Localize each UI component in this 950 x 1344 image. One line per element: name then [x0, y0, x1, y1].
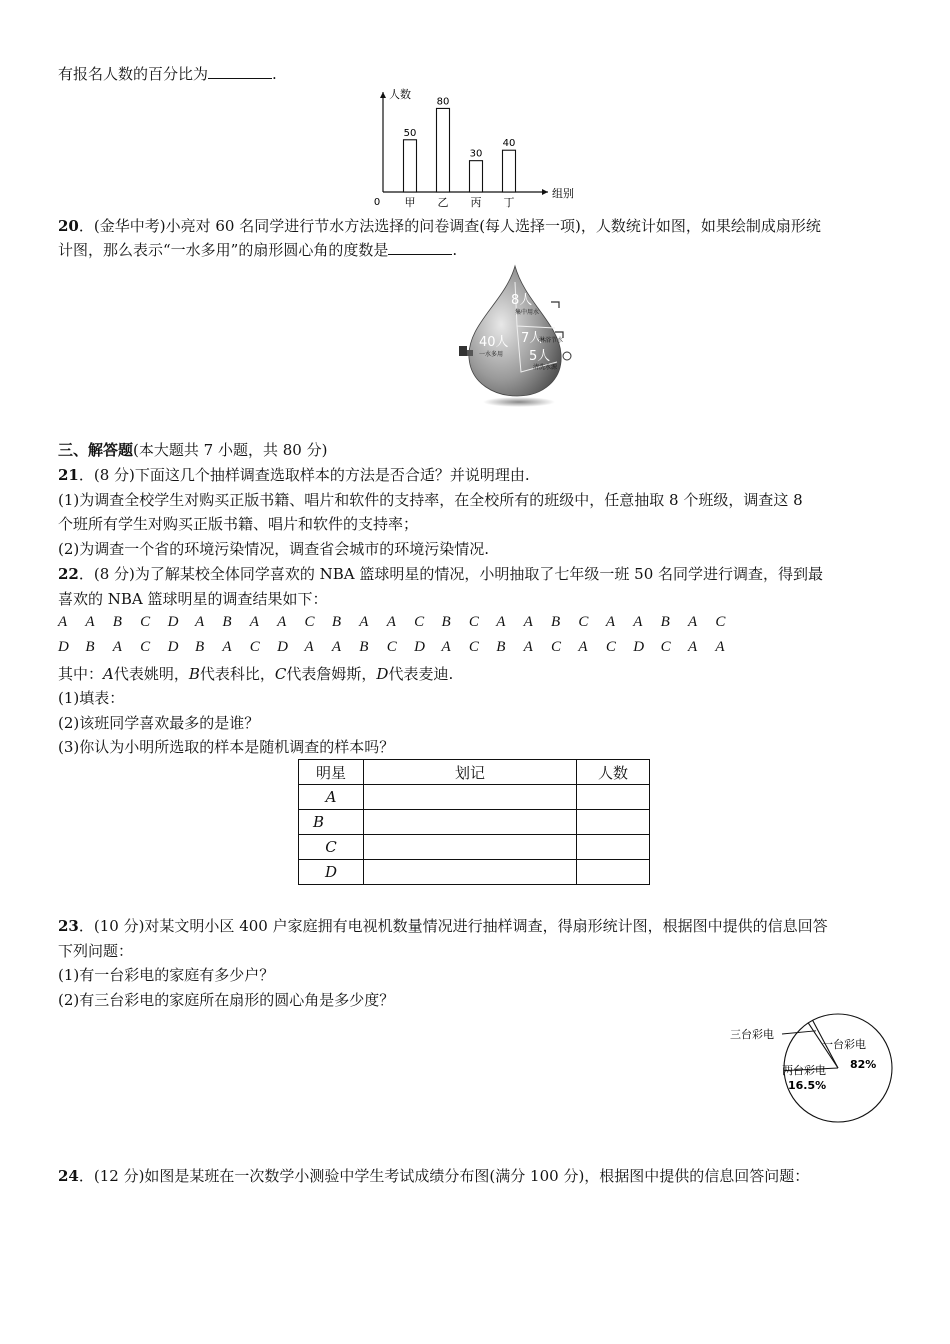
drop-shadow [483, 397, 555, 407]
sequence-letter: C [551, 639, 562, 655]
q21-part1a: (1)为调查全校学生对购买正版书籍、唱片和软件的支持率，在全校所有的班级中，任意抽取 8 个班级，调查这 8 [58, 491, 803, 509]
sequence-letter: B [660, 614, 670, 630]
bar [437, 108, 450, 192]
q23-sub1: (1)有一台彩电的家庭有多少户？ [58, 966, 275, 984]
sequence-letter: C [140, 639, 151, 655]
sequence-letter: C [660, 639, 671, 655]
q21-part1b: 个班所有学生对购买正版书籍、唱片和软件的支持率； [58, 515, 419, 533]
q20-line1: 20．(金华中考)小亮对 60 名同学进行节水方法选择的问卷调查(每人选择一项)，人数统计如图，如果绘制成扇形统 [58, 217, 821, 235]
row-label: C [299, 835, 364, 860]
sequence-letter: C [386, 639, 397, 655]
sequence-letter: C [715, 614, 726, 630]
drop-label-40: 40人 [479, 335, 509, 350]
sequence-letter: B [194, 639, 205, 655]
category-label: 丙 [470, 196, 482, 209]
q22-stem2: 喜欢的 NBA 篮球明星的调查结果如下： [58, 590, 328, 608]
category-label: 乙 [437, 196, 449, 209]
sequence-letter: C [468, 614, 479, 630]
sequence-letter: A [386, 614, 396, 630]
sequence-letter: C [468, 639, 479, 655]
q21-part2: (2)为调查一个省的环境污染情况，调查省会城市的环境污染情况. [58, 540, 490, 558]
water-drop-figure [455, 262, 585, 412]
q19-tail: 有报名人数的百分比为 . [58, 65, 277, 83]
x-axis-arrow [542, 189, 548, 195]
sequence-letter: A [578, 639, 588, 655]
sequence-letter: B [331, 614, 342, 630]
pie-label-three-tv: 三台彩电 [730, 1028, 774, 1041]
q22-sequence-row1 [58, 614, 743, 631]
q22-legend: 其中：A代表姚明，B代表科比，C代表詹姆斯，D代表麦迪. [58, 665, 454, 683]
tally-cell[interactable] [364, 860, 577, 885]
answer-blank [208, 64, 272, 79]
sequence-letter: C [414, 614, 425, 630]
q23-stem: 23．(10 分)对某文明小区 400 户家庭拥有电视机数量情况进行抽样调查，得扇形统计图，根据图中提供的信息回答 [58, 917, 828, 935]
sequence-letter: A [496, 614, 506, 630]
sequence-letter: A [359, 614, 369, 630]
sequence-letter: A [523, 639, 533, 655]
sequence-letter: C [605, 639, 616, 655]
sequence-letter: D [167, 614, 179, 630]
q24-stem: 24．(12 分)如图是某班在一次数学小测验中学生考试成绩分布图(满分 100 分)，根据图中提供的信息回答问题： [58, 1167, 810, 1185]
sequence-letter: D [58, 639, 69, 655]
sequence-letter: C [140, 614, 151, 630]
q22-sequence-row2 [58, 639, 743, 656]
count-cell[interactable] [577, 810, 650, 835]
x-axis-label: 组别 [552, 187, 574, 200]
sequence-letter: A [112, 639, 122, 655]
sequence-letter: C [578, 614, 589, 630]
sequence-letter: C [249, 639, 260, 655]
table-row [299, 835, 650, 860]
pie-value-two-tv: 16.5% [788, 1079, 827, 1092]
drop-label-jizhong: 集中用水 [515, 309, 540, 316]
header-star: 明星 [299, 760, 364, 785]
q20-line2: 计图，那么表示“一水多用”的扇形圆心角的度数是 . [58, 241, 458, 259]
sequence-letter: D [167, 639, 179, 655]
table-row [299, 785, 650, 810]
pie-label-one-tv: 一台彩电 [822, 1038, 866, 1051]
sequence-letter: A [687, 639, 698, 655]
header-count: 人数 [577, 760, 650, 785]
drop-label-qingxi: 清洗水源 [533, 364, 558, 371]
sequence-letter: C [304, 614, 315, 630]
tally-cell[interactable] [364, 835, 577, 860]
sequence-letter: A [304, 639, 314, 655]
drop-label-linyu: 淋浴节水 [539, 337, 564, 344]
header-tally: 划记 [364, 760, 577, 785]
sequence-letter: A [194, 614, 205, 630]
sequence-letter: A [605, 614, 615, 630]
count-cell[interactable] [577, 785, 650, 810]
category-label: 丁 [503, 196, 515, 209]
bar-value-label: 80 [436, 96, 450, 108]
sequence-letter: B [441, 614, 451, 630]
bar-chart [360, 84, 590, 212]
table-header-row [299, 760, 650, 785]
sequence-letter: B [359, 639, 369, 655]
sequence-letter: A [222, 639, 232, 655]
tally-cell[interactable] [364, 810, 577, 835]
row-label: A [299, 785, 364, 810]
row-label: D [299, 860, 364, 885]
drop-label-5: 5人 [529, 349, 551, 364]
q22-sub3: (3)你认为小明所选取的样本是随机调查的样本吗？ [58, 738, 395, 756]
pie-label-two-tv: 两台彩电 [782, 1064, 826, 1077]
table-row [299, 810, 650, 835]
sequence-letter: D [414, 639, 425, 655]
q23-sub2: (2)有三台彩电的家庭所在扇形的圆心角是多少度？ [58, 991, 395, 1009]
bar [503, 150, 516, 192]
category-label: 甲 [404, 196, 416, 209]
bar-value-label: 40 [502, 138, 516, 150]
tally-cell[interactable] [364, 785, 577, 810]
q22-stem: 22．(8 分)为了解某校全体同学喜欢的 NBA 篮球明星的情况，小明抽取了七年级一班 50 名同学进行调查，得到最 [58, 565, 824, 583]
bar-value-label: 50 [403, 127, 417, 139]
tally-table [298, 759, 650, 885]
drop-label-8: 8人 [511, 293, 533, 308]
sequence-letter: B [85, 639, 95, 655]
count-cell[interactable] [577, 835, 650, 860]
bar-value-label: 30 [469, 148, 483, 160]
sequence-letter: A [715, 639, 725, 655]
bar [404, 140, 417, 192]
sequence-letter: D [633, 639, 645, 655]
table-row [299, 860, 650, 885]
y-axis-label: 人数 [389, 88, 411, 101]
pie-value-one-tv: 82% [850, 1058, 877, 1071]
pie-chart [724, 1006, 900, 1130]
y-axis-arrow [380, 92, 386, 98]
sequence-letter: A [331, 639, 342, 655]
sequence-letter: A [58, 614, 68, 630]
sequence-letter: A [441, 639, 451, 655]
count-cell[interactable] [577, 860, 650, 885]
sequence-letter: A [85, 614, 95, 630]
sequence-letter: B [551, 614, 561, 630]
sequence-letter: D [277, 639, 288, 655]
sequence-letter: A [249, 614, 259, 630]
section-3-title: 三、解答题(本大题共 7 小题，共 80 分) [58, 441, 328, 459]
bar [470, 161, 483, 192]
sequence-letter: A [523, 614, 533, 630]
q22-sub2: (2)该班同学喜欢最多的是谁？ [58, 714, 260, 732]
row-label: B [299, 810, 364, 835]
q21-stem: 21．(8 分)下面这几个抽样调查选取样本的方法是否合适？并说明理由. [58, 466, 530, 484]
q23-stem2: 下列问题： [58, 942, 134, 960]
sequence-letter: A [633, 614, 643, 630]
origin-label: 0 [373, 197, 381, 208]
sequence-letter: A [277, 614, 287, 630]
sequence-letter: A [687, 614, 698, 630]
sequence-letter: B [496, 639, 506, 655]
answer-blank [388, 240, 452, 255]
q22-sub1: (1)填表： [58, 689, 125, 707]
sequence-letter: B [112, 614, 122, 630]
drop-label-7: 7人 [521, 331, 543, 346]
sequence-letter: B [222, 614, 232, 630]
drop-label-yishui: 一水多用 [479, 351, 504, 358]
